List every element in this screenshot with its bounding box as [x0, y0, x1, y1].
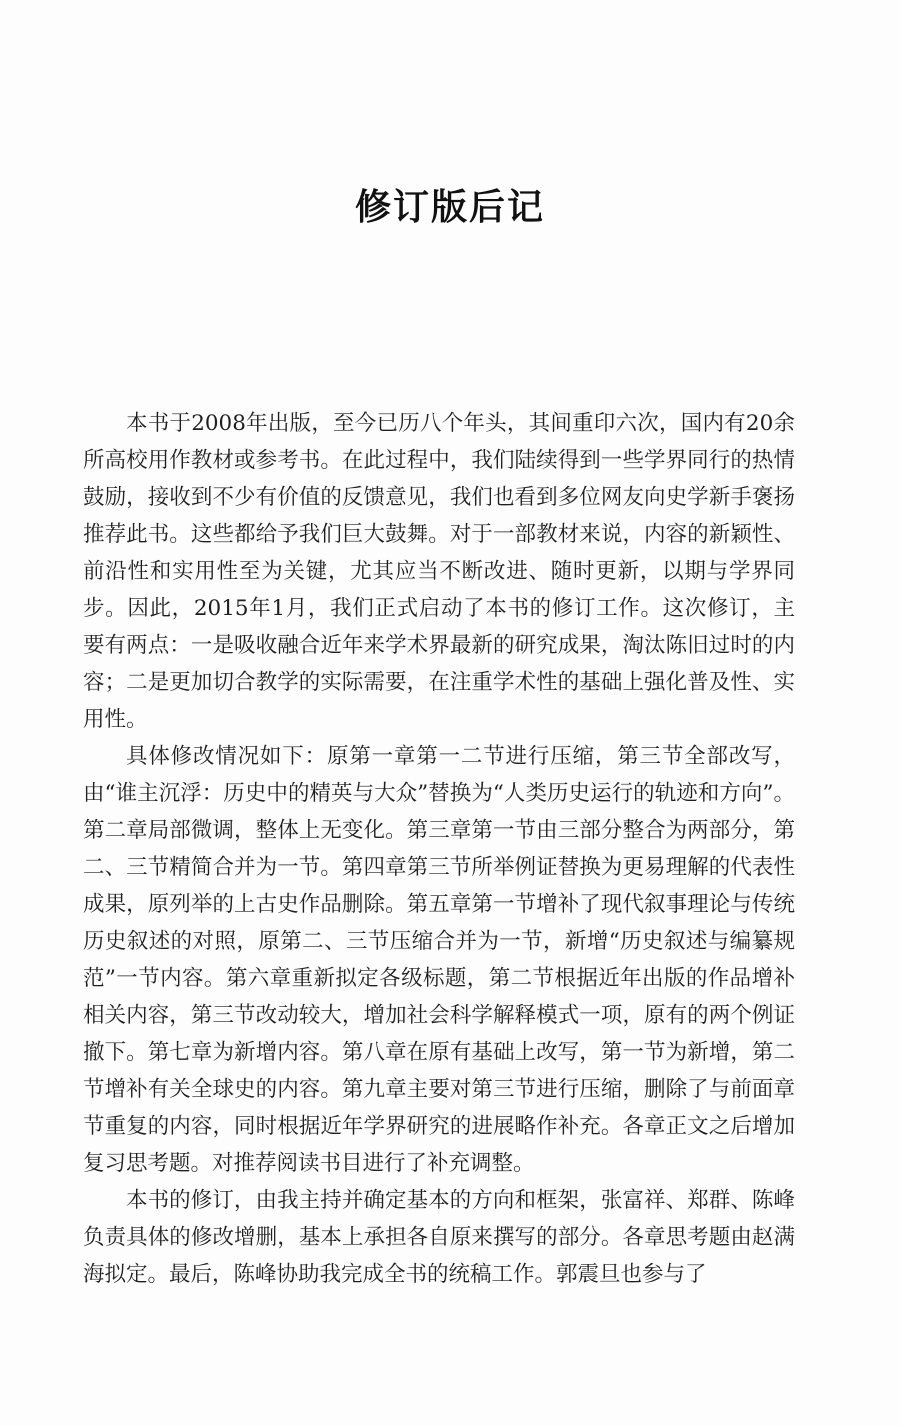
paragraph-1: 本书于2008年出版，至今已历八个年头，其间重印六次，国内有20余所高校用作教材或参考书。在此过程中，我们陆续得到一些学界同行的热情鼓励，接收到不少有价值的反馈意见，我们也看到多位网友向史学新手褒扬推荐此书。这些都给予我们巨大鼓舞。对于一部教材来说，内容的新颖性、前沿性和实用性至为关键，尤其应当不断改进、随时更新，以期与学界同步。因此，2015年1月，我们正式启动了本书的修订工作。这次修订，主要有两点：一是吸收融合近年来学术界最新的研究成果，淘汰陈旧过时的内容；二是更加切合教学的实际需要，在注重学术性的基础上强化普及性、实用性。: [83, 411, 795, 732]
paragraph-3: 本书的修订，由我主持并确定基本的方向和框架，张富祥、郑群、陈峰负责具体的修改增删，基本上承担各自原来撰写的部分。各章思考题由赵满海拟定。最后，陈峰协助我完成全书的统稿工作。郭震旦也参与了: [83, 1188, 795, 1287]
paragraph-2: 具体修改情况如下：原第一章第一二节进行压缩，第三节全部改写，由“谁主沉浮：历史中的精英与大众”替换为“人类历史运行的轨迹和方向”。第二章局部微调，整体上无变化。第三章第一节由三部分整合为两部分，第二、三节精简合并为一节。第四章第三节所举例证替换为更易理解的代表性成果，原列举的上古史作品删除。第五章第一节增补了现代叙事理论与传统历史叙述的对照，原第二、三节压缩合并为一节，新增“历史叙述与编纂规范”一节内容。第六章重新拟定各级标题，第二节根据近年出版的作品增补相关内容，第三节改动较大，增加社会科学解释模式一项，原有的两个例证撤下。第七章为新增内容。第八章在原有基础上改写，第一节为新增，第二节增补有关全球史的内容。第九章主要对第三节进行压缩，删除了与前面章节重复的内容，同时根据近年学界研究的进展略作补充。各章正文之后增加复习思考题。对推荐阅读书目进行了补充调整。: [83, 744, 795, 1176]
body-text: [83, 405, 795, 1293]
page-title: 修订版后记: [354, 187, 545, 228]
